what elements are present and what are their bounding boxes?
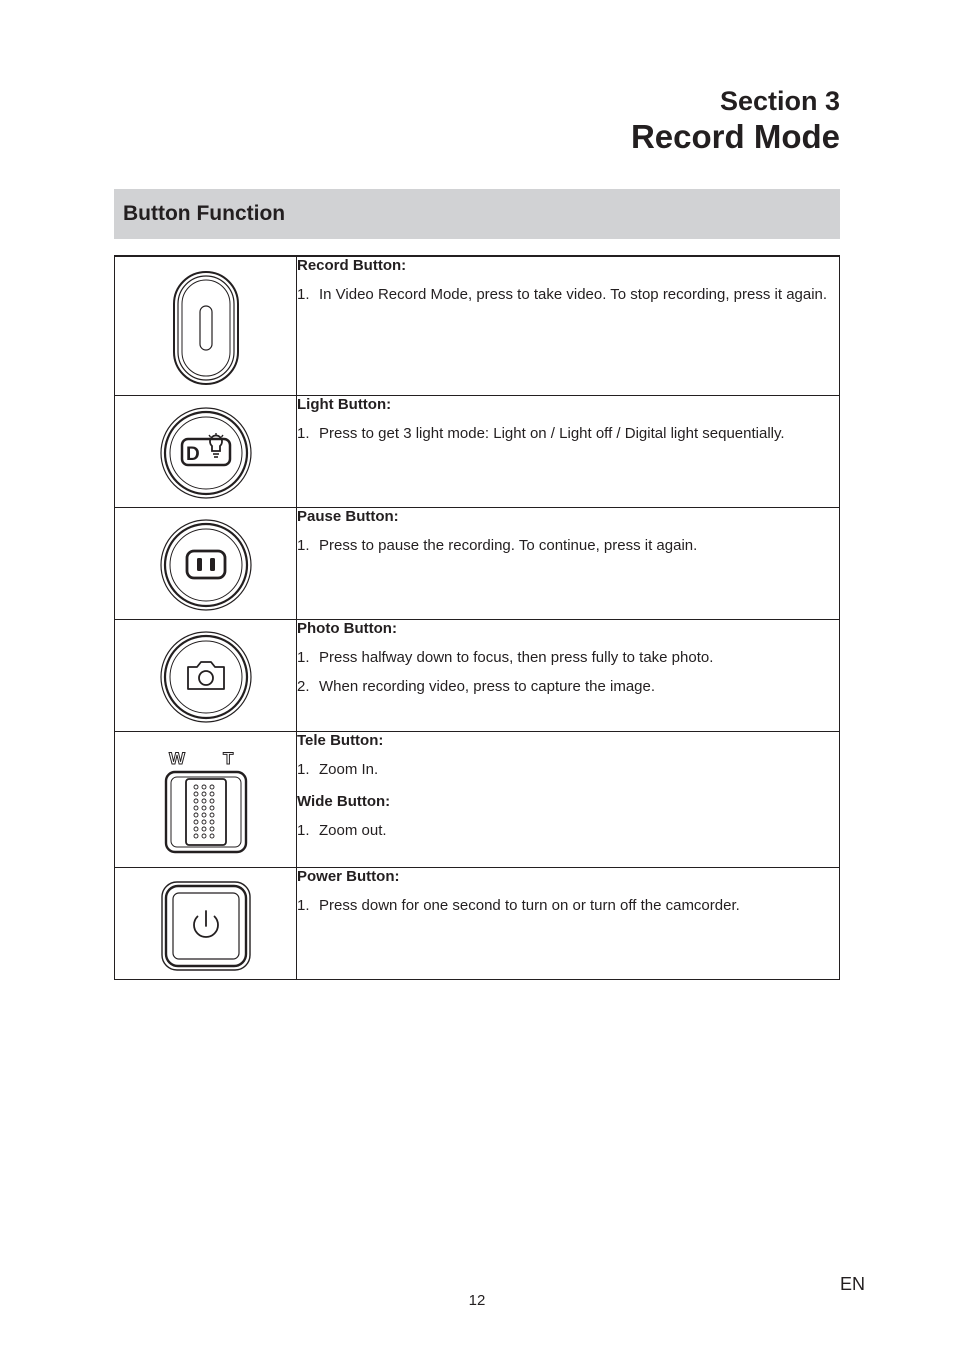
light-button-icon	[159, 406, 253, 500]
icon-cell	[115, 867, 297, 979]
list-item: 2. When recording video, press to capture the image.	[297, 677, 656, 695]
page-number: 12	[468, 1292, 486, 1309]
table-row	[115, 507, 840, 619]
language-label: EN	[840, 1274, 866, 1294]
table-row	[115, 395, 840, 507]
zoom-rocker-icon	[163, 746, 249, 854]
page-header	[631, 84, 840, 156]
icon-cell	[115, 395, 297, 507]
list-item: 1. Zoom In.	[297, 760, 379, 778]
button-title: Power Button:	[297, 867, 400, 885]
description-cell	[297, 395, 840, 507]
button-title: Photo Button:	[297, 619, 397, 637]
icon-cell	[115, 731, 297, 867]
svg-text:D: D	[185, 443, 200, 465]
table-row	[115, 867, 840, 979]
svg-text:W: W	[168, 748, 185, 768]
list-item: 1. In Video Record Mode, press to take video. To stop recording, press it again.	[297, 286, 828, 303]
button-title: Light Button:	[297, 395, 392, 413]
svg-text:T: T	[222, 748, 233, 768]
icon-cell	[115, 256, 297, 395]
section-label: Section 3	[719, 86, 840, 116]
button-title: Tele Button:	[297, 731, 384, 749]
section-title: Record Mode	[630, 118, 840, 155]
button-function-table	[114, 255, 840, 980]
list-item: 1. Zoom out.	[297, 821, 387, 839]
pause-button-icon	[159, 518, 253, 612]
table-row	[115, 619, 840, 731]
list-item: 1. Press down for one second to turn on or turn off the camcorder.	[297, 896, 740, 914]
list-item: 1. Press halfway down to focus, then press fully to take photo.	[297, 648, 714, 666]
power-button-icon	[159, 879, 253, 973]
button-title: Wide Button:	[297, 792, 391, 810]
photo-button-icon	[159, 630, 253, 724]
section-heading-band: Button Function	[114, 189, 840, 239]
list-item: 1. Press to pause the recording. To continue, press it again.	[297, 536, 698, 554]
button-title: Record Button:	[297, 257, 407, 274]
icon-cell	[115, 507, 297, 619]
record-button-icon	[171, 270, 241, 386]
list-item: 1. Press to get 3 light mode: Light on / Light off / Digital light sequentially.	[297, 424, 785, 442]
description-cell	[297, 731, 840, 867]
table-row	[115, 256, 840, 395]
description-cell	[297, 507, 840, 619]
description-cell	[297, 256, 840, 395]
table-row	[115, 731, 840, 867]
button-title: Pause Button:	[297, 507, 399, 525]
description-cell	[297, 619, 840, 731]
description-cell	[297, 867, 840, 979]
icon-cell	[115, 619, 297, 731]
